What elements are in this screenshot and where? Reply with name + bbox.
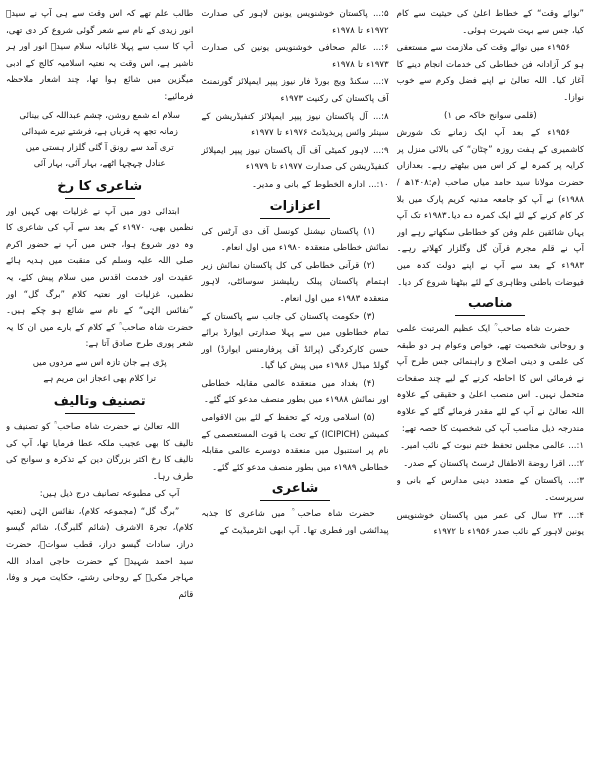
- paragraph: ”نوائے وقت“ کے خطاط اعلیٰ کی حیثیت سے کام کیا، جس سے بہت شہرت ہوئی۔: [396, 9, 584, 36]
- paragraph: ۱۹۵۶ء کے بعد آپ ایک زمانے تک شورش کاشمیری کے ہفت روزہ ”چٹان“ کی بالائی منزل پر کرایہ پر کمرہ لے کر اس میں بیٹھتے رہے۔ بعدازاں حضرت مولانا سید حامد میاں صاحب (م:۱۴۰۸ھ / ۱۹۸۸ء) نے آپ کو جامعہ مدنیہ کریم پارک میں بلا کر کام کرنے کے لئے ایک کمرہ دے دیا۔۱۹۸۳ء تک آپ یہاں شائقین علم وفن کو خطاطی سکھاتے رہے اور آپ نے قلم مجرم قرآن گل وگلزار کھلاتے رہے۔ ۱۹۸۳ء کے بعد سے آپ نے اپنے دولت کدہ میں فیوضات باطنی وظاہری کے لئے بیٹھنا شروع کر دیا۔: [396, 128, 584, 288]
- poem-line: زمانہ تجھ پہ قرباں ہے، فرشتے تیرے شیدائی: [21, 126, 178, 137]
- paragraph: طالب علم تھے کہ اس وقت سے ہی آپ نے سیدؔ انور زیدی کے نام سے شعر گوئی شروع کر دی تھی، آپ کا سب سے پہلا غائبانہ سلام سیدؔ انور اور ہر تاشیر ہے، اس وقت یہ نعتیہ اسلامیہ کالج کے ادبی میگزین میں شائع ہوا تھا، چند اشعار ملاحظہ فرمائیے:: [6, 9, 194, 102]
- paragraph: ”برگ گل“ (مجموعہ کلام)، نفائس الہٰی (نعتیہ کلام)، تجرۃ الاشرف (شائم گلبرگ)، شائم گیسو دراز، سادات گیسو دراز، قطب سواتؒ، حضرت سید احمد شہیدؒ کے حضرت حاجی امداد اللہ مہاجر مکیؒ کے روحانی رشتے، حکایت مہر و وفا، قائم: [6, 506, 194, 600]
- award-item: (۳) حکومت پاکستان کی جانب سے پاکستان کے تمام خطاطوں میں سے پہلا صدارتی ایوارڈ برائے حسن کارکردگی (پرائڈ آف پرفارمنس ایوارڈ) اور گولڈ میڈل ۱۹۸۶ء میں پیش کیا گیا۔: [201, 311, 389, 372]
- poem-block: [6, 355, 193, 387]
- section-heading-awards: اعزازات: [201, 198, 388, 219]
- section-heading-books: تصنیف وتالیف: [6, 393, 193, 414]
- poem-line: عنادل چہچہا اٹھے، بہار آئی، بہار آئی: [33, 158, 166, 169]
- list-item: ۹:... لاہور کمیٹی آف آل پاکستان نیوز پیپر ایمپلائز کنفیڈریشن کی صدارت ۱۹۷۷ء تا ۱۹۷۹ء: [201, 145, 389, 173]
- paragraph: ۱۹۵۶ء میں نوائے وقت کی ملازمت سے مستعفی ہو کر آزادانہ فن خطاطی کی خدمات انجام دینے کا آغاز کیا۔ اللہ تعالیٰ نے اپنے فضل وکرم سے خوب نوازا۔: [396, 43, 584, 103]
- paragraph: ابتدائی دور میں آپ نے غزلیات بھی کہیں اور نظمیں بھی، ۱۹۷۰ء کے بعد سے آپ کی شاعری کا وہ دور شروع ہوا، جس میں آپ نے حضور اکرم صلی اللہ علیہ وسلم کی منقبت میں ہدیہ ہائے عقیدت اور خدمت اقدس میں سلام پیش کئے، یہ نظمیں، غزلیات اور نعتیہ کلام ”برگ گل“ اور ”نفائس الہٰی“ کے نام سے شائع ہو چکے ہیں۔ حضرت شاہ صاحب ؒ کے کلام کے بارے میں ان کا یہ شعر پوری طرح صادق آتا ہے:: [6, 206, 194, 350]
- list-item: ۵:... پاکستان خوشنویس یونین لاہور کی صدارت ۱۹۷۲ء تا ۱۹۷۸ء: [201, 9, 389, 36]
- poem-block: [6, 108, 193, 172]
- poem-line: سلام اے شمع روشن، چشم عبداللہ کی بینائی: [19, 110, 180, 121]
- list-item: ۱۰:... ادارہ الخطوط کے بانی و مدیر۔: [252, 179, 389, 190]
- award-item: (۵) اسلامی ورثہ کے تحفظ کے لئے بین الاقوامی کمیشن (ICIPICH) کے تحت یا قوت المستعصمی کے نام پر استنبول میں منعقدہ دوسرے عالمی مقابلہ خطاطی ۱۹۸۹ء میں بطور منصف مدعو کئے گئے۔: [201, 413, 389, 473]
- award-item: (۴) بغداد میں منعقدہ عالمی مقابلہ خطاطی اور نمائش ۱۹۸۸ء میں بطور منصف مدعو کئے گئے۔: [201, 378, 389, 406]
- poem-line: پڑی ہے جان تازہ اس سے مردوں میں: [32, 357, 167, 368]
- award-item: (۲) قرآنی خطاطی کی کل پاکستان نمائش زیر اہتمام پاکستان پبلک ریلیشنز سوسائٹی، لاہور منعقدہ ۱۹۸۳ء میں اول انعام۔: [201, 260, 389, 304]
- poem-line: تری آمد سے رونق آ گئی گلزار ہستی میں: [25, 142, 174, 153]
- list-item: ۳:... پاکستان کے متعدد دینی مدارس کے بانی و سرپرست۔: [396, 476, 584, 504]
- paragraph: حضرت شاہ صاحب ؒ میں شاعری کا جذبہ پیدائشی اور فطری تھا۔ آپ ابھی انٹرمیڈیٹ کے: [201, 509, 389, 537]
- section-heading-poetry-direction: شاعری کا رخ: [6, 178, 193, 199]
- column-middle: [201, 6, 388, 762]
- section-heading-posts: مناصب: [397, 295, 584, 316]
- paragraph: آپ کی مطبوعہ تصانیف درج ذیل ہیں:: [39, 489, 180, 500]
- award-item: (۱) پاکستان نیشنل کونسل آف دی آرٹس کی نمائش خطاطی منعقدہ ۱۹۸۰ء میں اول انعام۔: [201, 226, 389, 254]
- poem-line: ترا کلام بھی اعجاز ابن مریم ہے: [43, 373, 156, 384]
- list-item: ۷:... سکنڈ ویج بورڈ فار نیوز پیپر ایمپلائز گورنمنٹ آف پاکستان کی رکنیت ۱۹۷۳ء: [201, 77, 389, 104]
- paragraph: حضرت شاہ صاحب ؒ ایک عظیم المرتبت علمی و روحانی شخصیت تھے، خواص وعوام ہر دو طبقہ کی علمی و دینی اصلاح و راہنمائی جس طرح آپ نے فرمائی اس کا احاطہ کرنے کے لیے چند صفحات متحمل نہیں۔ اس منصب اعلیٰ و حقیقی کے علاوہ اللہ تعالیٰ نے آپ کے لئے مقدر فرمائے گئے کے علاوہ مندرجہ ذیل مناصب آپ کی شخصیت کا حصہ تھے:: [396, 324, 584, 434]
- paragraph: اللہ تعالیٰ نے حضرت شاہ صاحب ؒ کو تصنیف و تالیف کا بھی عجیب ملکہ عطا فرمایا تھا، آپ کی تالیف کا رخ اکثر بزرگان دین کے تذکرہ و سوانح کی طرف رہا۔: [6, 421, 194, 482]
- section-heading-poetry: شاعری: [201, 480, 388, 501]
- list-item: ۸:... آل پاکستان نیوز پیپر ایمپلائز کنفیڈریشن کے سینئر وائس پریذیڈنٹ ۱۹۷۶ء تا ۱۹۷۷ء: [201, 111, 389, 139]
- list-item: ۴:... ۲۳ سال کی عمر میں پاکستان خوشنویس یونین لاہور کے نائب صدر ۱۹۵۶ء تا ۱۹۷۲ء: [396, 510, 584, 538]
- column-right: [397, 6, 584, 762]
- citation-note: (قلمی سوانح خاکہ ص ۱): [443, 110, 537, 121]
- column-left: [6, 6, 193, 762]
- list-item: ۱:... عالمی مجلس تحفظ ختم نبوت کے نائب امیر۔: [400, 441, 584, 452]
- list-item: ۶:... عالم صحافی خوشنویس یونین کی صدارت ۱۹۷۳ء تا ۱۹۷۸ء: [201, 43, 389, 70]
- list-item: ۲:... اقرا روضة الاطفال ٹرسٹ پاکستان کے صدر۔: [403, 458, 584, 469]
